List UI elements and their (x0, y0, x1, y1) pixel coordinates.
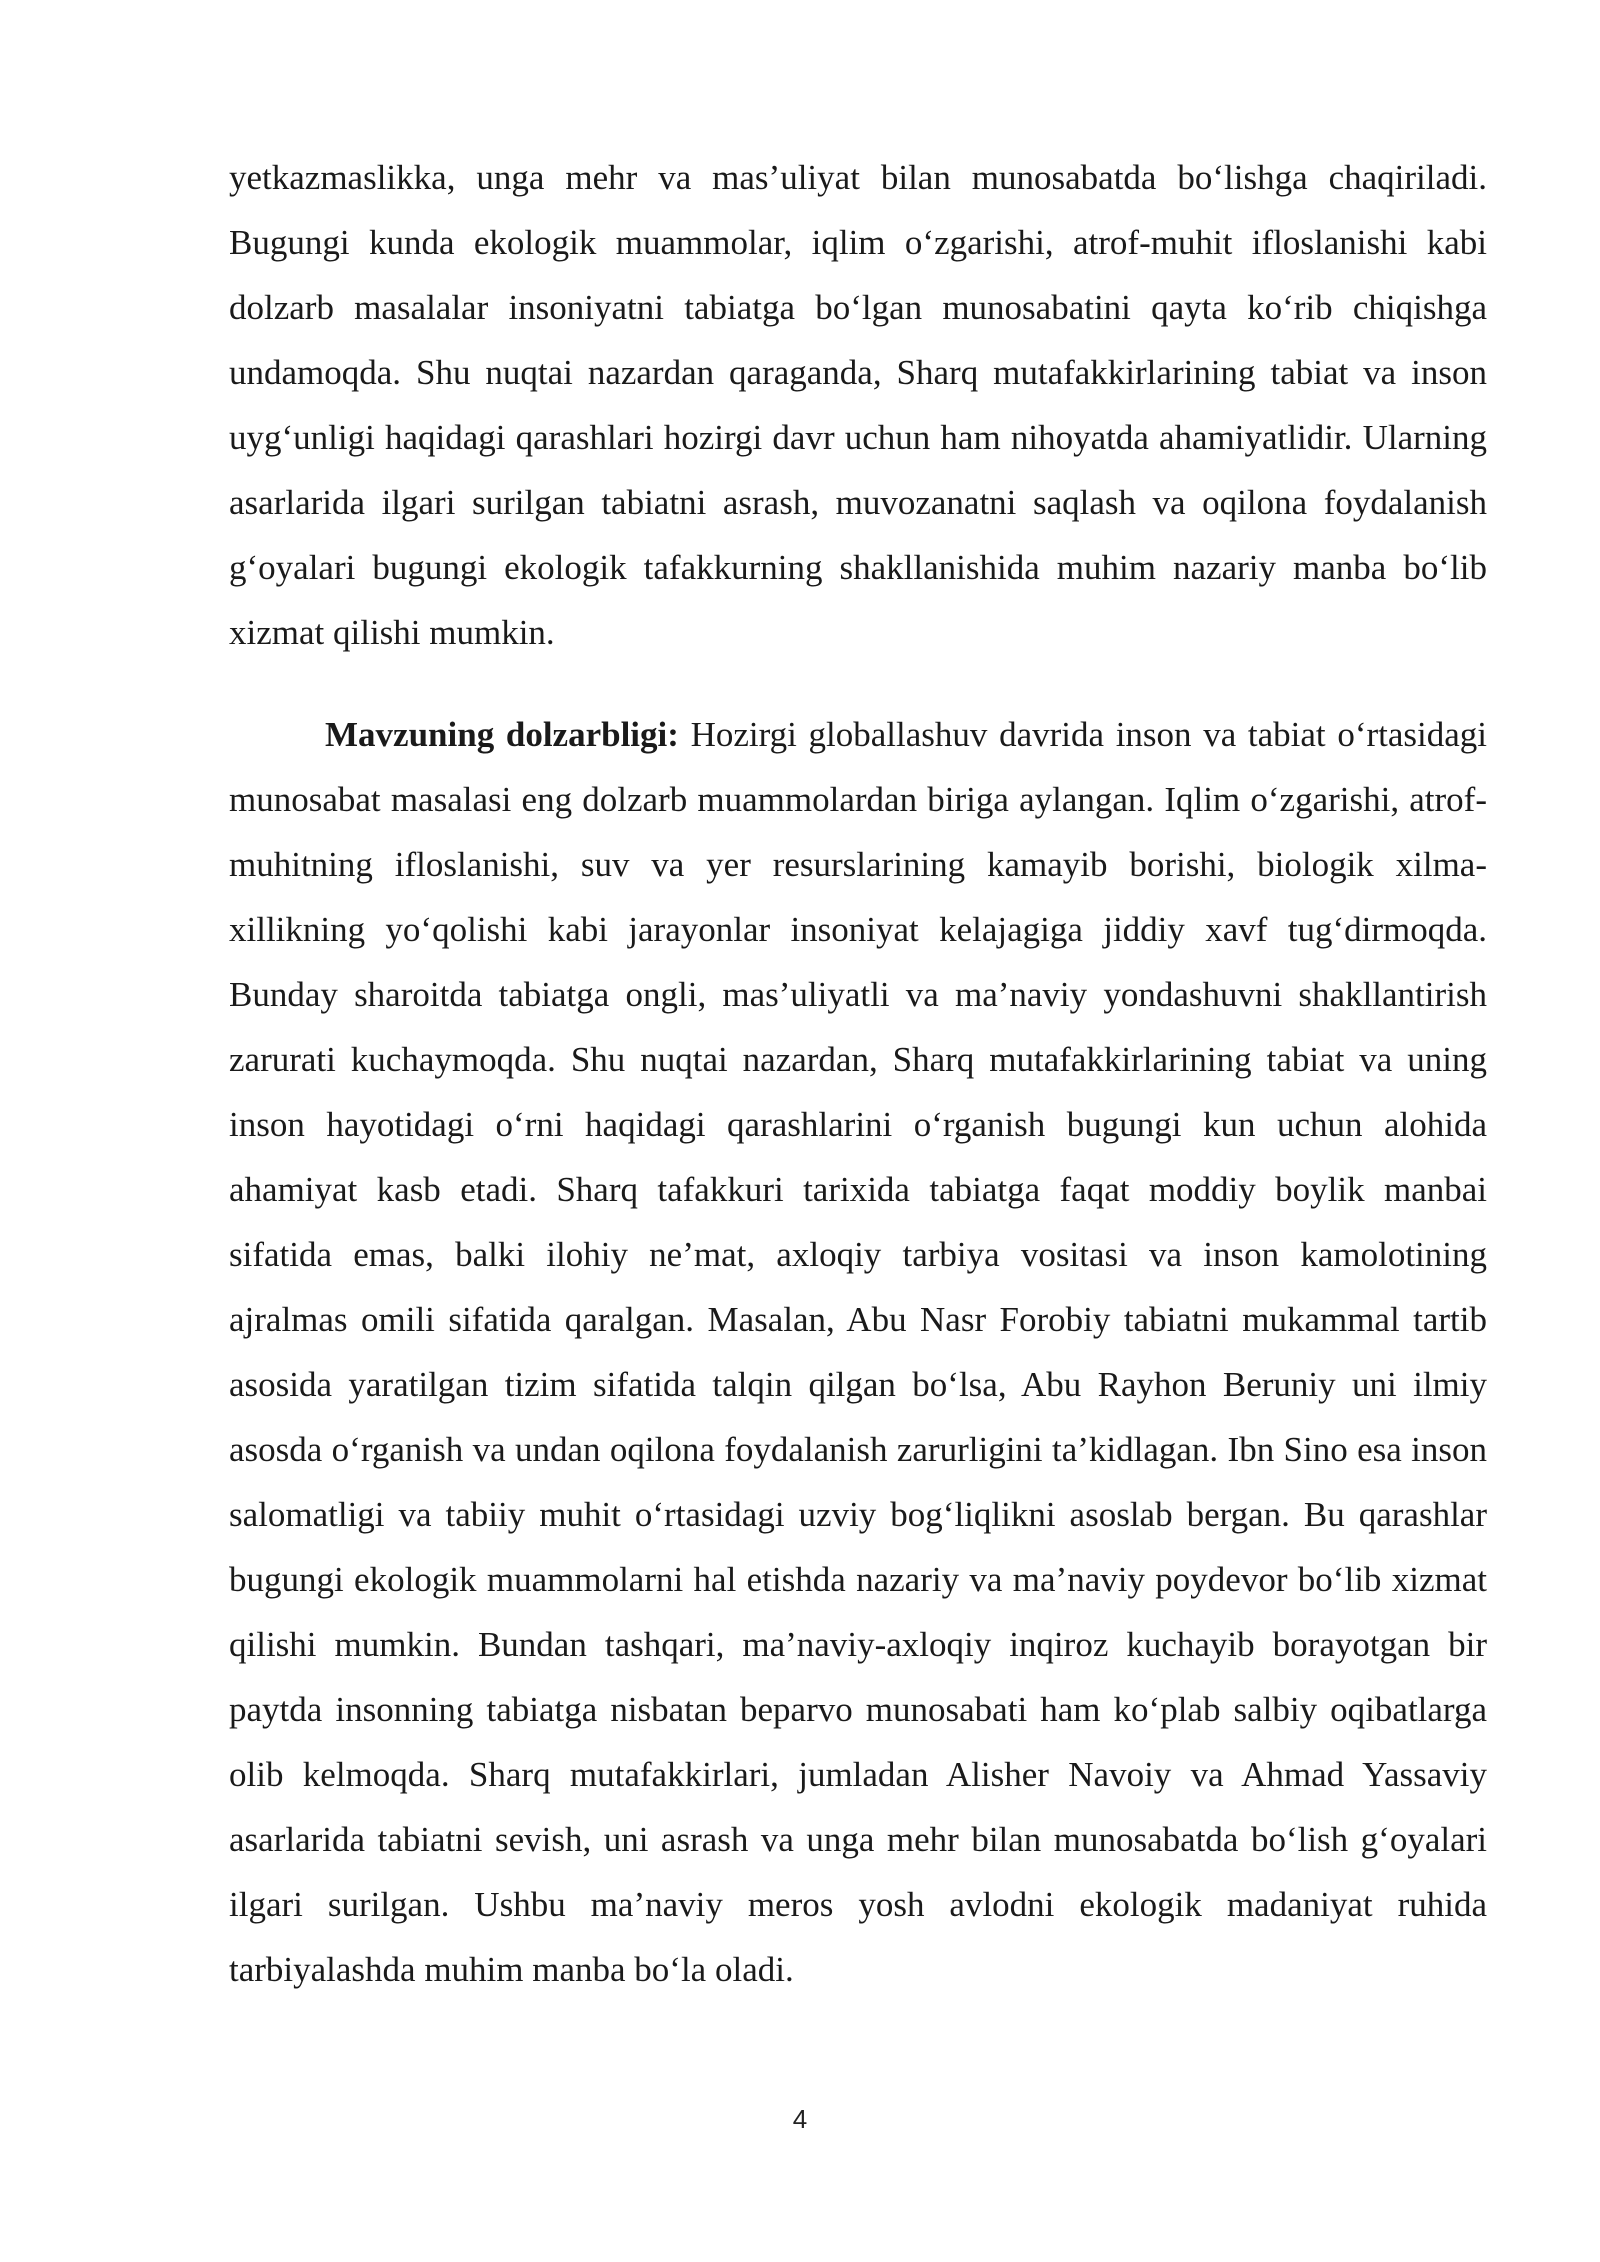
paragraph-relevance (229, 702, 1487, 2002)
paragraph-continuation: yetkazmaslikka, unga mehr va mas’uliyat bilan munosabatda bo‘lishga chaqiriladi. Bugungi kunda ekologik muammolar, iqlim o‘zgarishi, atrof-muhit ifloslanishi kabi dolzarb masalalar insoniyatni tabiatga bo‘lgan munosabatini qayta ko‘rib chiqishga undamoqda. Shu nuqtai nazardan qaraganda, Sharq mutafakkirlarining tabiat va inson uyg‘unligi haqidagi qarashlari hozirgi davr uchun ham nihoyatda ahamiyatlidir. Ularning asarlarida ilgari surilgan tabiatni asrash, muvozanatni saqlash va oqilona foydalanish g‘oyalari bugungi ekologik tafakkurning shakllanishida muhim nazariy manba bo‘lib xizmat qilishi mumkin. (229, 158, 1487, 652)
paragraph-relevance-body: Hozirgi globallashuv davrida inson va tabiat o‘rtasidagi munosabat masalasi eng dolzarb muammolardan biriga aylangan. Iqlim o‘zgarishi, atrof-muhitning ifloslanishi, suv va yer resurslarining kamayib borishi, biologik xilma-xillikning yo‘qolishi kabi jarayonlar insoniyat kelajagiga jiddiy xavf tug‘dirmoqda. Bunday sharoitda tabiatga ongli, mas’uliyatli va ma’naviy yondashuvni shakllantirish zarurati kuchaymoqda. Shu nuqtai nazardan, Sharq mutafakkirlarining tabiat va uning inson hayotidagi o‘rni haqidagi qarashlarini o‘rganish bugungi kun uchun alohida ahamiyat kasb etadi. Sharq tafakkuri tarixida tabiatga faqat moddiy boylik manbai sifatida emas, balki ilohiy ne’mat, axloqiy tarbiya vositasi va inson kamolotining ajralmas omili sifatida qaralgan. Masalan, Abu Nasr Forobiy tabiatni mukammal tartib asosida yaratilgan tizim sifatida talqin qilgan bo‘lsa, Abu Rayhon Beruniy uni ilmiy asosda o‘rganish va undan oqilona foydalanish zarurligini ta’kidlagan. Ibn Sino esa inson salomatligi va tabiiy muhit o‘rtasidagi uzviy bog‘liqlikni asoslab bergan. Bu qarashlar bugungi ekologik muammolarni hal etishda nazariy va ma’naviy poydevor bo‘lib xizmat qilishi mumkin. Bundan tashqari, ma’naviy-axloqiy inqiroz kuchayib borayotgan bir paytda insonning tabiatga nisbatan beparvo munosabati ham ko‘plab salbiy oqibatlarga olib kelmoqda. Sharq mutafakkirlari, jumladan Alisher Navoiy va Ahmad Yassaviy asarlarida tabiatni sevish, uni asrash va unga mehr bilan munosabatda bo‘lish g‘oyalari ilgari surilgan. Ushbu ma’naviy meros yosh avlodni ekologik madaniyat ruhida tarbiyalashda muhim manba bo‘la oladi. (229, 715, 1487, 1989)
page-number: 4 (792, 2104, 808, 2134)
section-lead-heading: Mavzuning dolzarbligi: (325, 715, 679, 754)
